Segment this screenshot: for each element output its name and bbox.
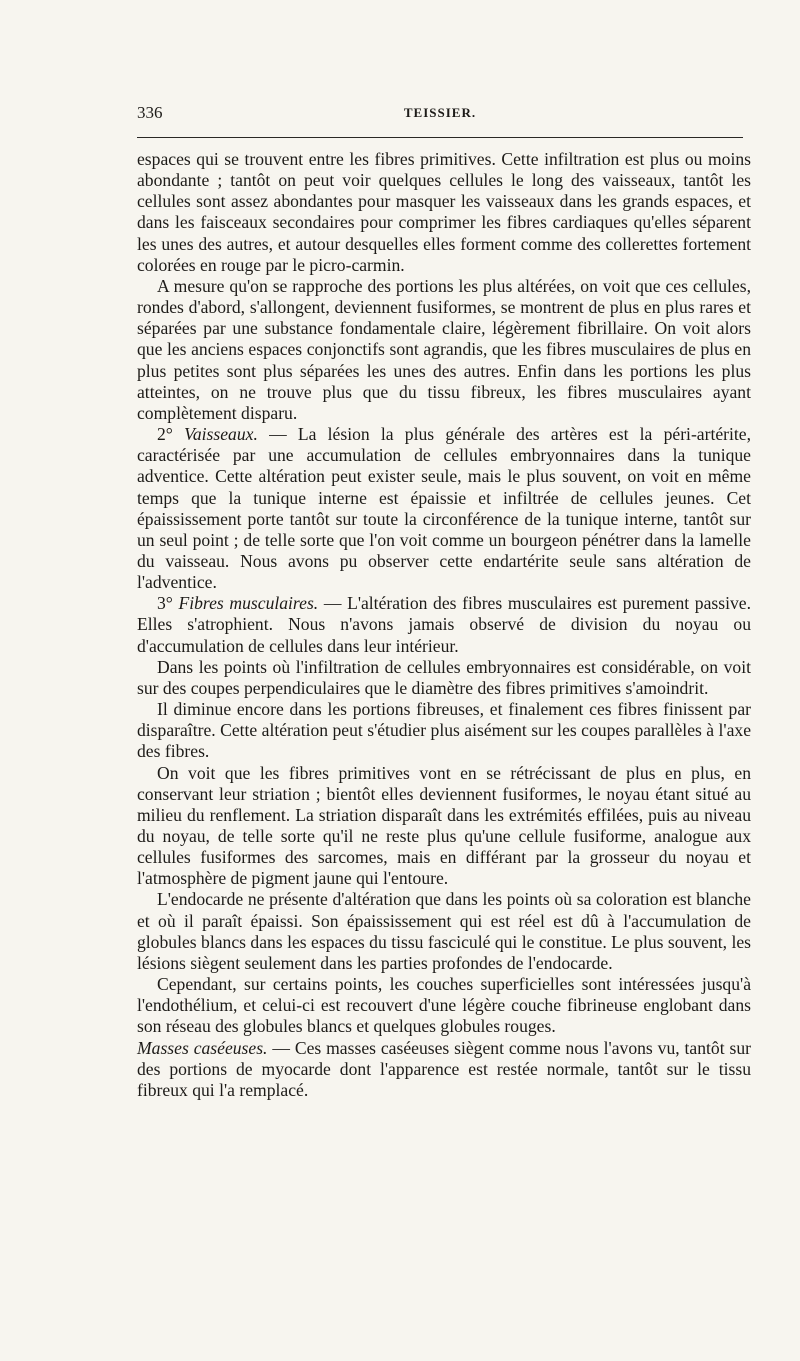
section-paragraph: Masses caséeuses. — Ces masses caséeuses siègent comme nous l'avons vu, tantôt sur des portions de myocarde dont l'apparence est restée normale, tantôt sur le tissu fibreux qui l'a remplacé.: [137, 1037, 751, 1100]
paragraph: espaces qui se trouvent entre les fibres primitives. Cette infiltration est plus ou moins abondante ; tantôt on peut voir quelques cellules le long des vaisseaux, tantôt les cellules sont assez abondantes pour masquer les vaisseaux dans les grands espaces, et dans les faisceaux secondaires pour comprimer les fibres cardiaques qu'elles séparent les unes des autres, et autour desquelles elles forment comme des collerettes fortement colorées en rouge par le picro-carmin.: [137, 149, 751, 275]
paragraph: Il diminue encore dans les portions fibreuses, et finalement ces fibres finissent par disparaître. Cette altération peut s'étudier plus aisément sur les coupes parallèles à l'axe des fibres.: [137, 699, 751, 762]
running-head: TEISSIER.: [403, 105, 477, 120]
page-header: [137, 103, 743, 127]
section-heading: Fibres musculaires.: [178, 593, 319, 614]
section-paragraph: 2° Vaisseaux. — La lésion la plus générale des artères est la péri-artérite, caractérisée par une accumulation de cellules embryonnaires dans la tunique adventice. Cette altération peut exister seule, mais le plus souvent, on voit en même temps que la tunique interne est épaissie et infiltrée de cellules jeunes. Cet épaississement porte tantôt sur toute la circonférence de la tunique interne, tantôt sur un seul point ; de telle sorte que l'on voit comme un bourgeon pénétrer dans la lamelle du vaisseau. Nous avons pu observer cette endartérite seule sans altération de l'adventice.: [137, 424, 752, 593]
page-number: 336: [137, 103, 163, 122]
paragraph: A mesure qu'on se rapproche des portions les plus altérées, on voit que ces cellules, rondes d'abord, s'allongent, deviennent fusiformes, se montrent de plus en plus rares et séparées par une substance fondamentale claire, légèrement fibrillaire. On voit alors que les anciens espaces conjonctifs sont agrandis, que les fibres musculaires de plus en plus petites sont plus séparées les unes des autres. Enfin dans les portions les plus atteintes, on ne trouve plus que du tissu fibreux, les fibres musculaires ayant complètement disparu.: [137, 275, 751, 423]
header-rule: [137, 137, 743, 138]
paragraph: L'endocarde ne présente d'altération que dans les points où sa coloration est blanche et où il paraît épaissi. Son épaississement qui est réel est dû à l'accumulation de globules blancs dans les espaces du tissu fasciculé qui le constitue. Le plus souvent, les lésions siègent seulement dans les parties profondes de l'endocarde.: [137, 889, 751, 973]
paragraph: Cependant, sur certains points, les couches superficielles sont intéressées jusqu'à l'endothélium, et celui-ci est recouvert d'une légère couche fibrineuse englobant dans son réseau des globules blancs et quelques globules rouges.: [137, 974, 751, 1037]
section-heading: Masses caséeuses.: [137, 1037, 268, 1058]
paragraph: Dans les points où l'infiltration de cellules embryonnaires est considérable, on voit sur des coupes perpendiculaires que le diamètre des fibres primitives s'amoindrit.: [137, 656, 751, 698]
paragraph: On voit que les fibres primitives vont en se rétrécissant de plus en plus, en conservant leur striation ; bientôt elles deviennent fusiformes, le noyau étant situé au milieu du renflement. La striation disparaît dans les extrémités effilées, puis au niveau du noyau, de telle sorte qu'il ne reste plus qu'une cellule fusiforme, analogue aux cellules fusiformes des sarcomes, mais en différant par la grosseur du noyau et l'atmosphère de pigment jaune qui l'entoure.: [137, 762, 751, 889]
section-paragraph: 3° Fibres musculaires. — L'altération des fibres musculaires est purement passive. Elles s'atrophient. Nous n'avons jamais observé de division du noyau ou d'accumulation de cellules dans leur intérieur.: [137, 593, 751, 656]
body-text: [137, 149, 751, 1101]
section-heading: Vaisseaux.: [184, 424, 258, 445]
